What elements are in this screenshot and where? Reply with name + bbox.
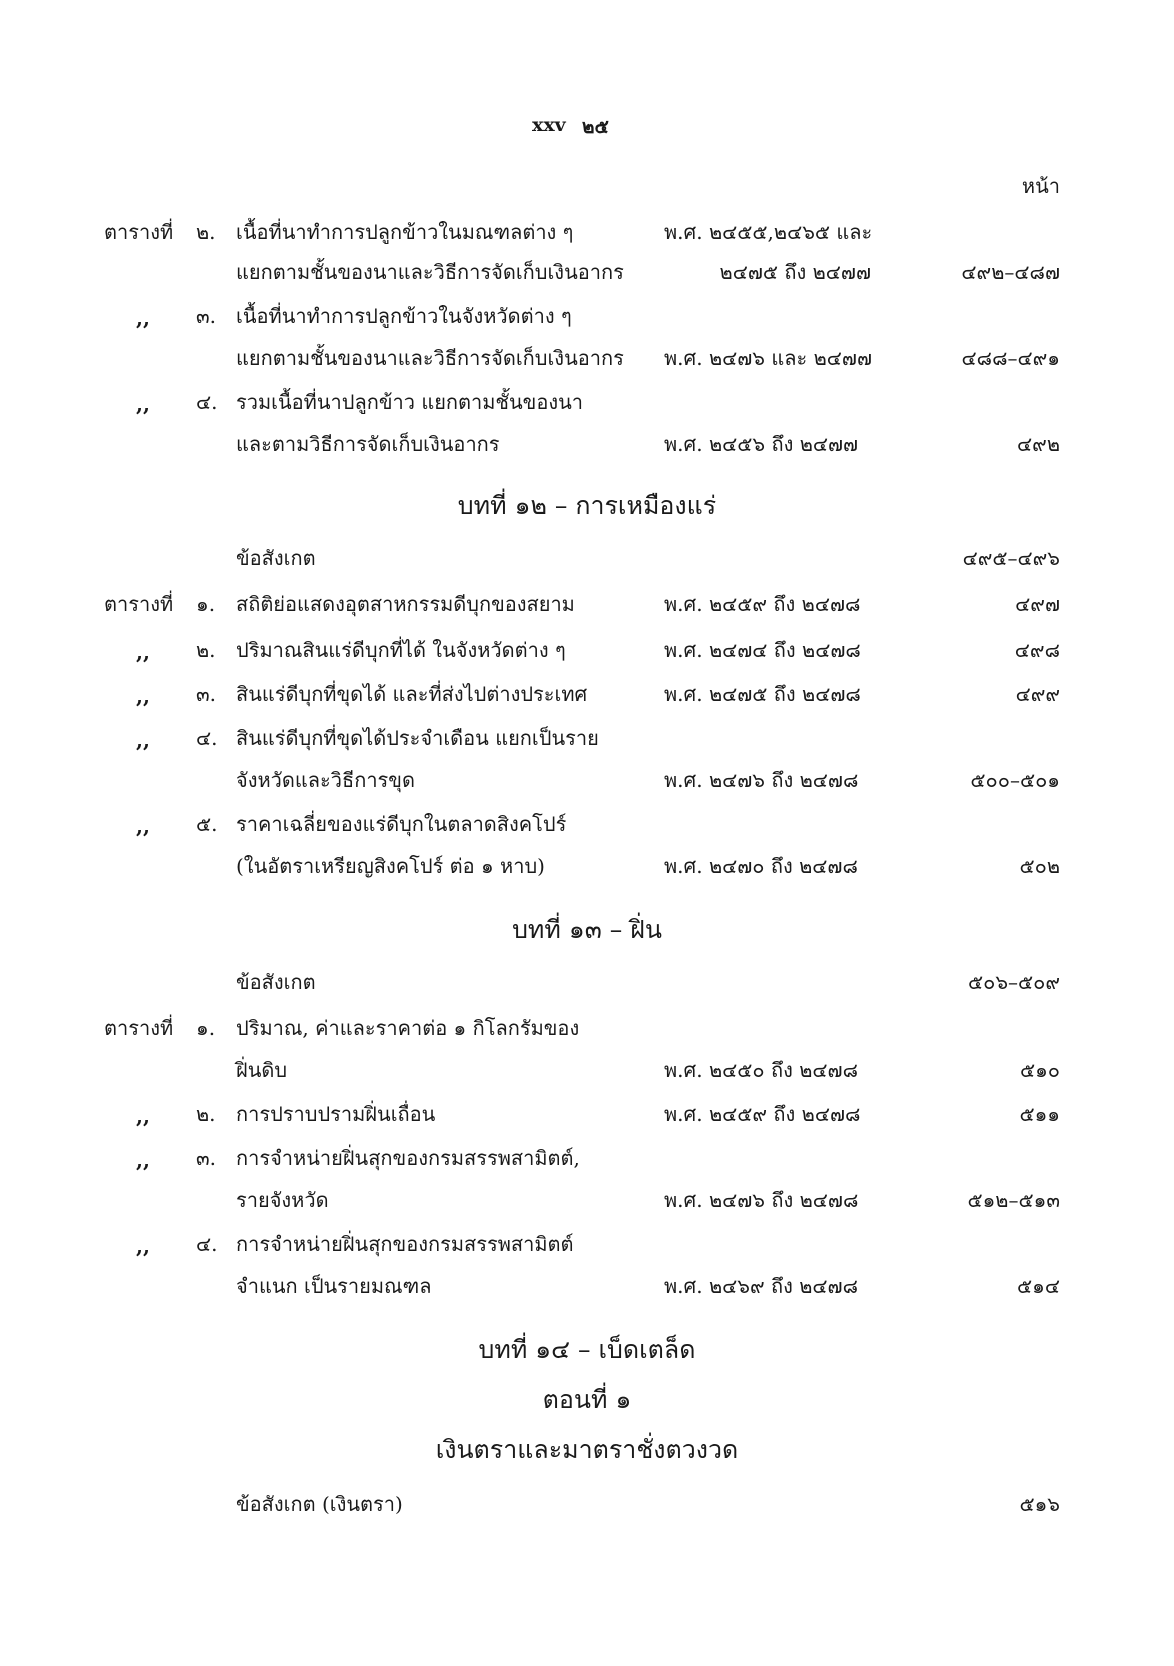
row-label: ตารางที่ (104, 1016, 174, 1040)
row-number: ๒. (196, 638, 216, 662)
row-description: การจำหน่ายฝิ่นสุกของกรมสรรพสามิตต์, (236, 1146, 580, 1170)
row-number: ๔. (196, 390, 218, 414)
row-description: การจำหน่ายฝิ่นสุกของกรมสรรพสามิตต์ (236, 1232, 574, 1256)
ditto-mark: ,, (136, 728, 150, 752)
note-page: ๕๐๖–๕๐๙ (967, 970, 1060, 994)
row-date: พ.ศ. ๒๔๗๕ ถึง ๒๔๗๘ (664, 682, 861, 706)
row-number: ๕. (196, 812, 218, 836)
row-date: พ.ศ. ๒๔๗๖ ถึง ๒๔๗๘ (664, 1188, 859, 1212)
row-date: พ.ศ. ๒๔๗๖ ถึง ๒๔๗๘ (664, 768, 859, 792)
note-page: ๔๙๕–๔๙๖ (962, 546, 1060, 570)
row-date: พ.ศ. ๒๔๖๙ ถึง ๒๔๗๘ (664, 1274, 858, 1298)
ditto-mark: ,, (136, 1148, 150, 1172)
row-description: เนื้อที่นาทำการปลูกข้าวในจังหวัดต่าง ๆ (236, 304, 572, 328)
row-page: ๕๑๔ (1017, 1274, 1060, 1298)
row-page: ๕๑๒–๕๑๓ (967, 1188, 1060, 1212)
ditto-mark: ,, (136, 814, 150, 838)
row-description: สินแร่ดีบุกที่ขุดได้ และที่ส่งไปต่างประเทศ (236, 682, 588, 706)
row-date: พ.ศ. ๒๔๕๙ ถึง ๒๔๗๘ (664, 592, 861, 616)
ditto-mark: ,, (136, 1234, 150, 1258)
row-number: ๓. (196, 1146, 217, 1170)
row-page: ๔๙๘ (1014, 638, 1060, 662)
folio-thai: ๒๕ (582, 116, 609, 138)
row-description: รวมเนื้อที่นาปลูกข้าว แยกตามชั้นของนา (236, 390, 584, 414)
row-page: ๔๙๗ (1015, 592, 1060, 616)
row-date: พ.ศ. ๒๔๗๐ ถึง ๒๔๗๘ (664, 854, 858, 878)
row-date: พ.ศ. ๒๔๗๖ และ ๒๔๗๗ (664, 346, 873, 370)
part-heading: ตอนที่ ๑ (542, 1385, 632, 1414)
row-date: พ.ศ. ๒๔๕๖ ถึง ๒๔๗๗ (664, 432, 859, 456)
row-number: ๔. (196, 1232, 218, 1256)
row-description-cont: (ในอัตราเหรียญสิงคโปร์ ต่อ ๑ หาบ) (236, 854, 545, 878)
row-date: พ.ศ. ๒๔๗๔ ถึง ๒๔๗๘ (664, 638, 861, 662)
row-date: พ.ศ. ๒๔๕๕,๒๔๖๕ และ (664, 220, 873, 244)
row-number: ๒. (196, 220, 216, 244)
page-column-header: หน้า (1021, 174, 1060, 198)
row-description-cont: ฝิ่นดิบ (236, 1058, 288, 1082)
row-description-cont: และตามวิธีการจัดเก็บเงินอากร (236, 432, 500, 456)
row-page: ๔๘๘–๔๙๑ (961, 346, 1060, 370)
note-label: ข้อสังเกต (236, 970, 316, 994)
row-description-cont: รายจังหวัด (236, 1188, 329, 1212)
row-page: ๔๙๒ (1017, 432, 1060, 456)
row-page: ๕๐๐–๕๐๑ (970, 768, 1060, 792)
row-description: การปราบปรามฝิ่นเถื่อน (236, 1102, 436, 1126)
row-number: ๑. (196, 1016, 216, 1040)
row-number: ๒. (196, 1102, 216, 1126)
ditto-mark: ,, (136, 684, 150, 708)
row-label: ตารางที่ (104, 592, 174, 616)
ditto-mark: ,, (136, 640, 150, 664)
row-description: ปริมาณ, ค่าและราคาต่อ ๑ กิโลกรัมของ (236, 1016, 580, 1040)
row-page: ๕๐๒ (1019, 854, 1060, 878)
row-description-cont: จังหวัดและวิธีการขุด (236, 768, 415, 792)
row-date: พ.ศ. ๒๔๕๐ ถึง ๒๔๗๘ (664, 1058, 858, 1082)
row-page: ๔๙๙ (1015, 682, 1060, 706)
row-label: ตารางที่ (104, 220, 174, 244)
row-description-cont: จำแนก เป็นรายมณฑล (236, 1274, 432, 1298)
row-description-cont: แยกตามชั้นของนาและวิธีการจัดเก็บเงินอากร (236, 260, 624, 284)
ditto-mark: ,, (136, 1104, 150, 1128)
row-description: ราคาเฉลี่ยของแร่ดีบุกในตลาดสิงคโปร์ (236, 812, 567, 836)
row-description: สถิติย่อแสดงอุตสาหกรรมดีบุกของสยาม (236, 592, 575, 616)
note-label: ข้อสังเกต (236, 546, 316, 570)
part-title: เงินตราและมาตราชั่งตวงวด (435, 1435, 739, 1464)
note-page: ๕๑๖ (1019, 1492, 1060, 1516)
folio-roman: xxv (532, 114, 566, 136)
row-page: ๔๙๒–๔๘๗ (961, 260, 1060, 284)
row-number: ๓. (196, 682, 217, 706)
row-description-cont: แยกตามชั้นของนาและวิธีการจัดเก็บเงินอากร (236, 346, 624, 370)
row-date-cont: ๒๔๗๕ ถึง ๒๔๗๗ (719, 260, 871, 284)
row-date: พ.ศ. ๒๔๕๙ ถึง ๒๔๗๘ (664, 1102, 861, 1126)
chapter-heading: บทที่ ๑๔ – เบ็ดเตล็ด (478, 1335, 696, 1364)
ditto-mark: ,, (136, 306, 150, 330)
chapter-heading: บทที่ ๑๒ – การเหมืองแร่ (457, 491, 717, 520)
row-page: ๕๑๐ (1019, 1058, 1060, 1082)
row-description: ปริมาณสินแร่ดีบุกที่ได้ ในจังหวัดต่าง ๆ (236, 638, 566, 662)
row-number: ๓. (196, 304, 217, 328)
ditto-mark: ,, (136, 392, 150, 416)
row-number: ๑. (196, 592, 216, 616)
row-description: เนื้อที่นาทำการปลูกข้าวในมณฑลต่าง ๆ (236, 220, 574, 244)
row-number: ๔. (196, 726, 218, 750)
row-page: ๕๑๑ (1019, 1102, 1060, 1126)
chapter-heading: บทที่ ๑๓ – ฝิ่น (512, 915, 662, 944)
note-label: ข้อสังเกต (เงินตรา) (236, 1492, 403, 1516)
row-description: สินแร่ดีบุกที่ขุดได้ประจำเดือน แยกเป็นราย (236, 726, 599, 750)
